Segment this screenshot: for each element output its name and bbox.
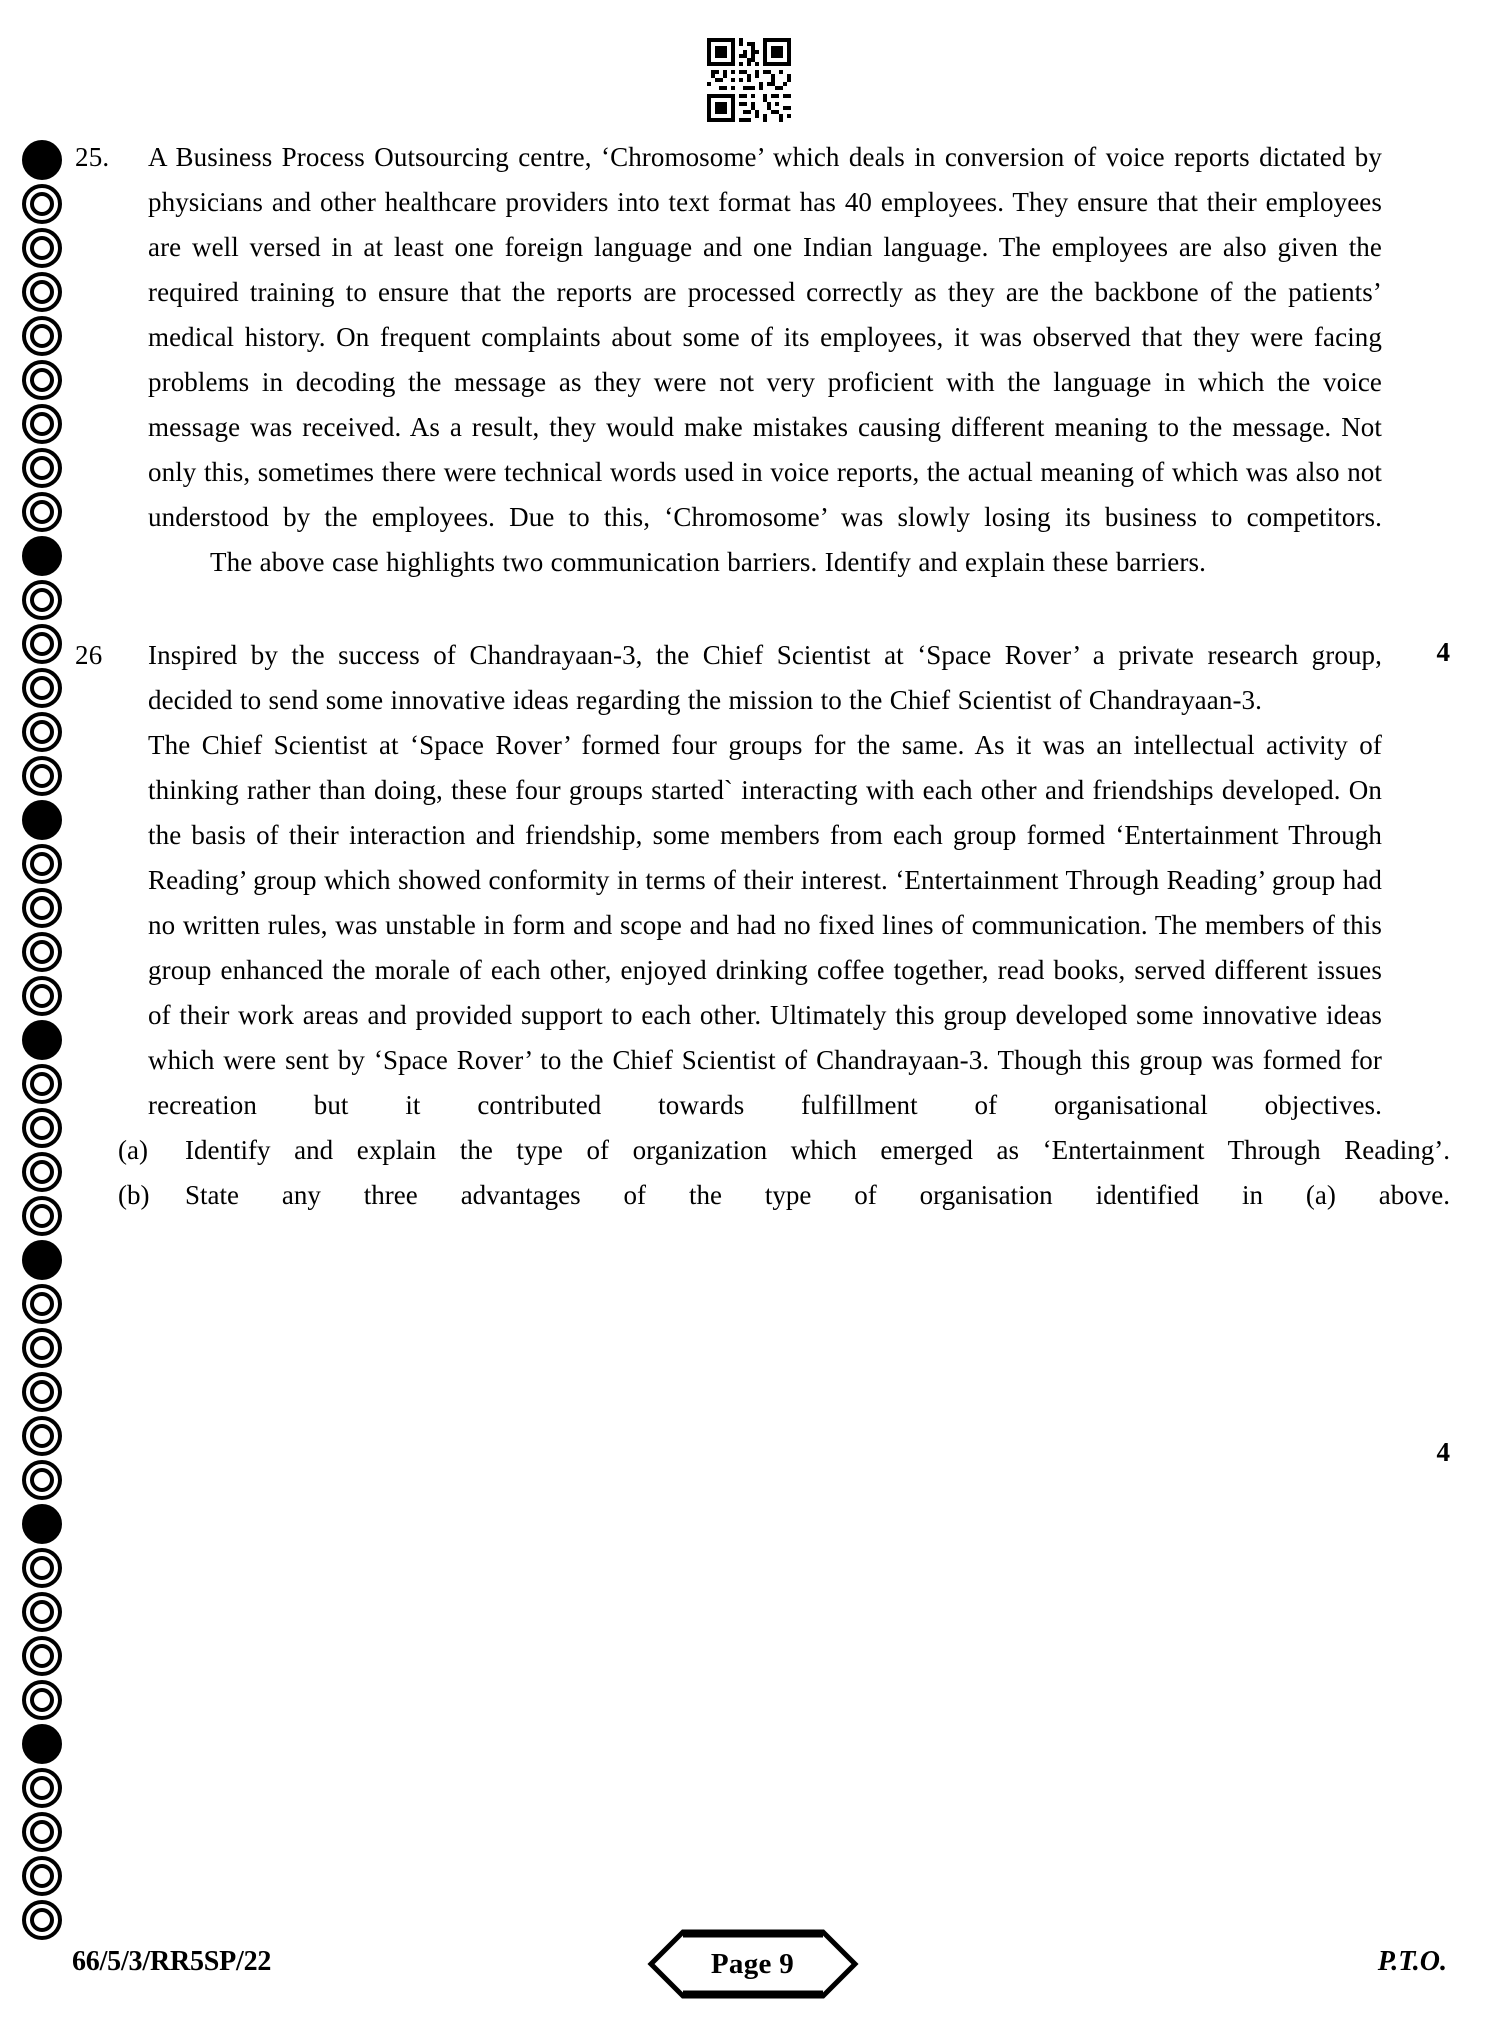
margin-ring — [22, 1724, 62, 1764]
margin-ring — [22, 1020, 62, 1060]
margin-ring — [22, 492, 62, 532]
margin-ring — [22, 316, 62, 356]
margin-ring — [22, 1900, 62, 1940]
question-25-number: 25. — [75, 142, 110, 172]
question-25-paragraph-2: The above case highlights two communication barriers. Identify and explain these barriers. — [210, 547, 1206, 577]
margin-ring — [22, 1592, 62, 1632]
question-25-paragraph-1: A Business Process Outsourcing centre, ‘Chromosome’ which deals in conversion of voice reports dictated by physicians and other healthcare providers into text format has 40 employees. They ensure that their employees are well versed in at least one foreign language and one Indian language. The employees are also given the required training to ensure that the reports are processed correctly as they are the backbone of the patients’ medical history. On frequent complaints about some of its employees, it was observed that they were facing problems in decoding the message as they were not very proficient with the language in which the voice message was received. As a result, they would make mistakes causing different meaning to the message. Not only this, sometimes there were technical words used in voice reports, the actual meaning of which was also not understood by the employees. Due to this, ‘Chromosome’ was slowly losing its business to competitors. — [148, 142, 1382, 532]
question-26-subpart-b — [75, 1173, 1450, 1218]
margin-ring — [22, 624, 62, 664]
margin-ring — [22, 1416, 62, 1456]
margin-ring — [22, 1064, 62, 1104]
margin-ring — [22, 1460, 62, 1500]
page-footer — [0, 1942, 1505, 2002]
subpart-b-label: (b) — [118, 1180, 150, 1210]
margin-ring — [22, 140, 62, 180]
margin-ring-decoration — [18, 140, 66, 1980]
question-26 — [75, 633, 1450, 1467]
margin-ring — [22, 228, 62, 268]
margin-ring — [22, 1284, 62, 1324]
margin-ring — [22, 1504, 62, 1544]
subpart-a-label: (a) — [118, 1135, 148, 1165]
margin-ring — [22, 404, 62, 444]
margin-ring — [22, 1108, 62, 1148]
margin-ring — [22, 976, 62, 1016]
margin-ring — [22, 712, 62, 752]
margin-ring — [22, 184, 62, 224]
margin-ring — [22, 932, 62, 972]
qr-code — [707, 38, 791, 122]
margin-ring — [22, 844, 62, 884]
margin-ring — [22, 272, 62, 312]
page-number-badge — [647, 1928, 859, 2000]
question-content-column — [75, 135, 1450, 1467]
question-26-paragraph-1: Inspired by the success of Chandrayaan-3, the Chief Scientist at ‘Space Rover’ a private research group, decided to send some innovative ideas regarding the mission to the Chief Scientist of Chandrayaan-3. — [148, 640, 1382, 715]
margin-ring — [22, 448, 62, 488]
margin-ring — [22, 888, 62, 928]
margin-ring — [22, 1680, 62, 1720]
question-26-subpart-a — [75, 1128, 1450, 1173]
question-spacer — [75, 585, 1450, 633]
margin-ring — [22, 1812, 62, 1852]
question-25-body — [148, 135, 1382, 585]
margin-ring — [22, 1636, 62, 1676]
paper-code: 66/5/3/RR5SP/22 — [72, 1946, 272, 1977]
margin-ring — [22, 1548, 62, 1588]
margin-ring — [22, 536, 62, 576]
question-26-marks: 4 — [1436, 1437, 1450, 1467]
question-26-number: 26 — [75, 640, 103, 670]
margin-ring — [22, 1152, 62, 1192]
margin-ring — [22, 1328, 62, 1368]
question-25-marks: 4 — [1436, 637, 1450, 667]
page-number-label: Page 9 — [710, 1947, 795, 1980]
margin-ring — [22, 1196, 62, 1236]
subpart-a-text: Identify and explain the type of organization which emerged as ‘Entertainment Through Reading’. — [185, 1135, 1450, 1165]
question-26-body — [148, 633, 1382, 1128]
subpart-b-text: State any three advantages of the type of organisation identified in (a) above. — [185, 1180, 1450, 1210]
margin-ring — [22, 1372, 62, 1412]
margin-ring — [22, 360, 62, 400]
margin-ring — [22, 580, 62, 620]
margin-ring — [22, 1768, 62, 1808]
margin-ring — [22, 1240, 62, 1280]
turn-over-label: P.T.O. — [1377, 1946, 1447, 1977]
margin-ring — [22, 800, 62, 840]
question-26-paragraph-2: The Chief Scientist at ‘Space Rover’ formed four groups for the same. As it was an intellectual activity of thinking rather than doing, these four groups started` interacting with each other and friendships developed. On the basis of their interaction and friendship, some members from each group formed ‘Entertainment Through Reading’ group which showed conformity in terms of their interest. ‘Entertainment Through Reading’ group had no written rules, was unstable in form and scope and had no fixed lines of communication. The members of this group enhanced the morale of each other, enjoyed drinking coffee together, read books, served different issues of their work areas and provided support to each other. Ultimately this group developed some innovative ideas which were sent by ‘Space Rover’ to the Chief Scientist of Chandrayaan-3. Though this group was formed for recreation but it contributed towards fulfillment of organisational objectives. — [148, 730, 1382, 1120]
margin-ring — [22, 1856, 62, 1896]
margin-ring — [22, 756, 62, 796]
margin-ring — [22, 668, 62, 708]
